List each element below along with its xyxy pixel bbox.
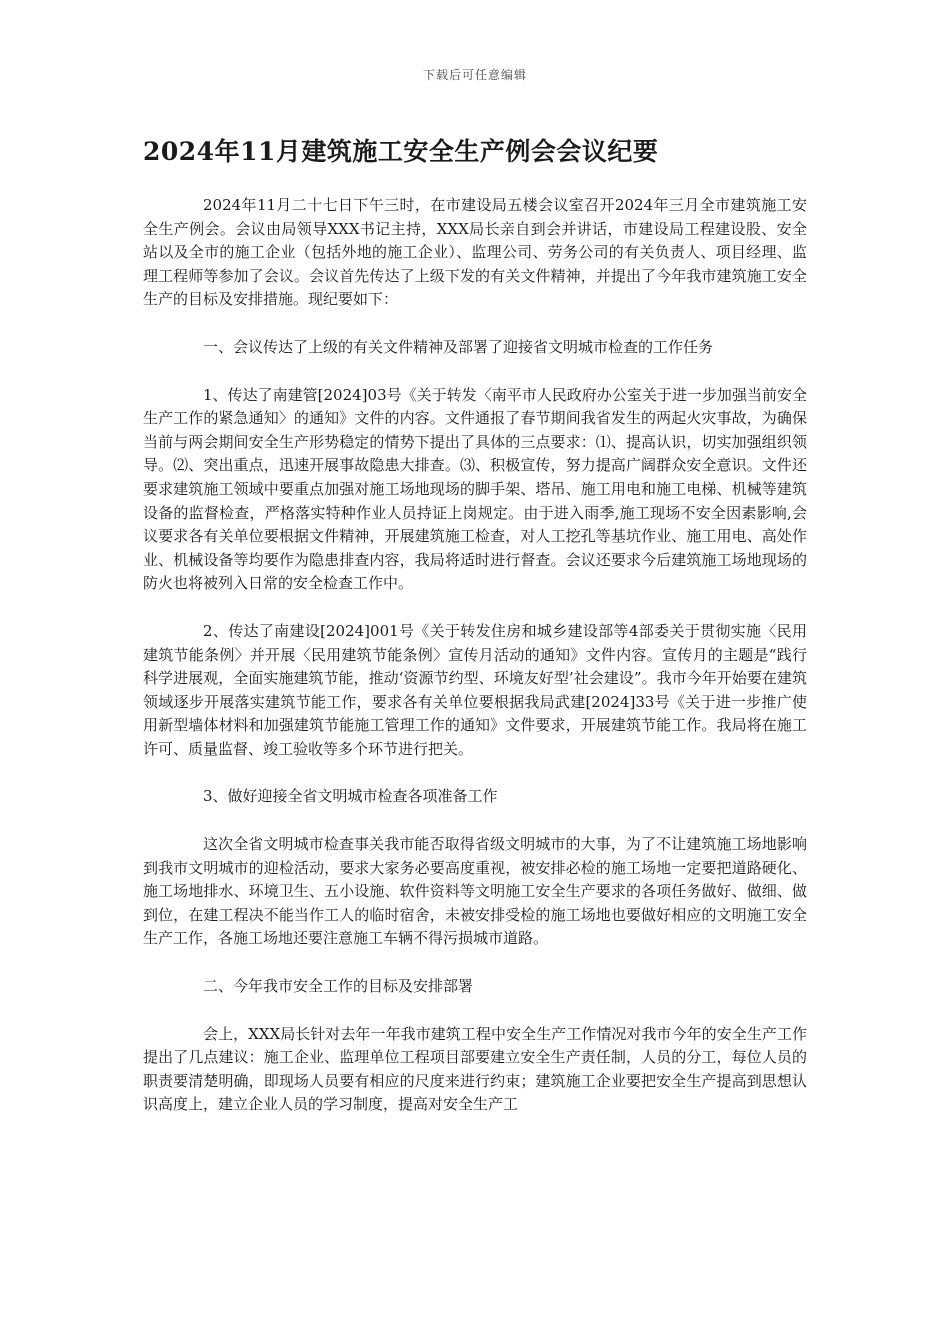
header-note: 下载后可任意编辑 xyxy=(422,68,527,82)
document-body xyxy=(143,194,807,1141)
paragraph-section-2-body: 会上，XXX局长针对去年一年我市建筑工程中安全生产工作情况对我市今年的安全生产工作提出了几点建议：施工企业、监理单位工程项目部要建立安全生产责任制，人员的分工，每位人员的职责要清楚明确，即现场人员要有相应的尺度来进行约束；建筑施工企业要把安全生产提高到思想认识高度上，建立企业人员的学习制度，提高对安全生产工 xyxy=(143,1024,807,1114)
paragraph-item-3-body: 这次全省文明城市检查事关我市能否取得省级文明城市的大事，为了不让建筑施工场地影响到我市文明城市的迎检活动，要求大家务必要高度重视，被安排必检的施工场地一定要把道路硬化、施工场地排水、环境卫生、五小设施、软件资料等文明施工安全生产要求的各项任务做好、做细、做到位，在建工程决不能当作工人的临时宿舍，未被安排受检的施工场地也要做好相应的文明施工安全生产工作，各施工场地还要注意施工车辆不得污损城市道路。 xyxy=(143,835,807,948)
paragraph-item-1: 1、传达了南建管[2024]03号《关于转发〈南平市人民政府办公室关于进一步加强当前安全生产工作的紧急通知〉的通知》文件的内容。文件通报了春节期间我省发生的两起火灾事故，为确保当前与两会期间安全生产形势稳定的情势下提出了具体的三点要求：⑴、提高认识，切实加强组织领导。⑵、突出重点，迅速开展事故隐患大排查。⑶、积极宣传，努力提高广阔群众安全意识。文件还要求建筑施工领域中要重点加强对施工场地现场的脚手架、塔吊、施工用电和施工电梯、机械等建筑设备的监督检查，严格落实特种作业人员持证上岗规定。由于进入雨季,施工现场不安全因素影响,会议要求各有关单位要根据文件精神，开展建筑施工检查，对人工挖孔等基坑作业、施工用电、高处作业、机械设备等均要作为隐患排查内容，我局将适时进行督查。会议还要求今后建筑施工场地现场的防火也将被列入日常的安全检查工作中。 xyxy=(143,385,807,593)
paragraph-item-2: 2、传达了南建设[2024]001号《关于转发住房和城乡建设部等4部委关于贯彻实施〈民用建筑节能条例〉并开展〈民用建筑节能条例〉宣传月活动的通知》文件内容。宣传月的主题是“践行科学进展观，全面实施建筑节能，推动‘资源节约型、环境友好型’社会建设”。我市今年开始要在建筑领域逐步开展落实建筑节能工作，要求各有关单位要根据我局武建[2024]33号《关于进一步推广使用新型墙体材料和加强建筑节能施工管理工作的通知》文件要求，开展建筑节能工作。我局将在施工许可、质量监督、竣工验收等多个环节进行把关。 xyxy=(143,621,807,758)
section-heading-1: 一、会议传达了上级的有关文件精神及部署了迎接省文明城市检查的工作任务 xyxy=(203,337,714,356)
document-title: 2024年11月建筑施工安全生产例会会议纪要 xyxy=(143,137,659,166)
intro-paragraph: 2024年11月二十七日下午三时，在市建设局五楼会议室召开2024年三月全市建筑施工安全生产例会。会议由局领导XXX书记主持，XXX局长亲自到会并讲话，市建设局工程建设股、安全站以及全市的施工企业（包括外地的施工企业）、监理公司、劳务公司的有关负责人、项目经理、监理工程师等参加了会议。会议首先传达了上级下发的有关文件精神，并提出了今年我市建筑施工安全生产的目标及安排措施。现纪要如下： xyxy=(143,196,807,309)
subheading-item-3: 3、做好迎接全省文明城市检查各项准备工作 xyxy=(203,787,498,806)
section-heading-2: 二、今年我市安全工作的目标及安排部署 xyxy=(203,977,474,996)
